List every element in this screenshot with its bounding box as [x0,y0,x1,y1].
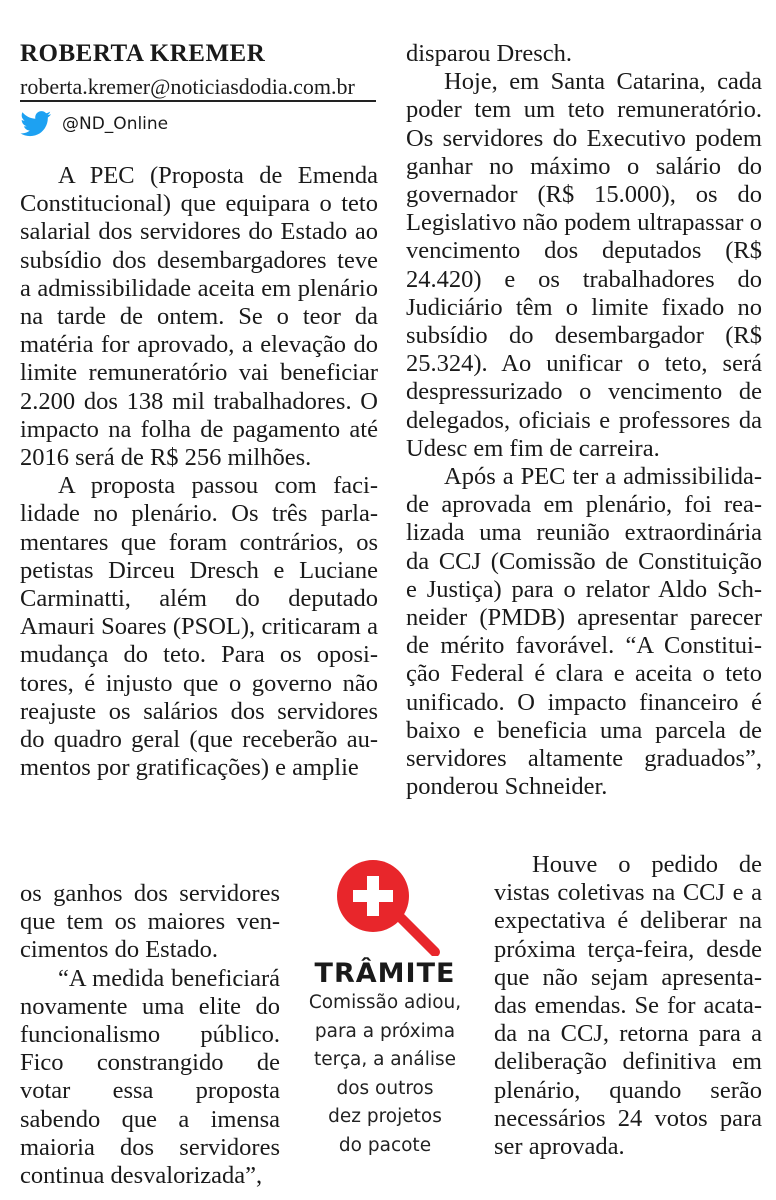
article-column-left-top [20,162,378,782]
author-email[interactable]: roberta.kremer@noticiasdodia.com.br [20,74,355,99]
box-line: para a próxima [314,1020,456,1042]
twitter-row [20,108,168,140]
magnifier-plus-icon [323,858,447,956]
twitter-bird-icon [20,111,52,137]
twitter-handle[interactable]: @ND_Online [62,114,169,134]
byline-rule [20,100,376,102]
paragraph: Hoje, em Santa Catarina, cada poder tem um teto remuneratório. Os servidores do Executivo podem ganhar no máximo o salário do governador (R$ 15.000), os do Legislativo não podem ultrapassar o vencimento dos deputados (R$ 24.420) e os trabalhadores do Judiciário têm o limite fixado no subsídio do desembargador (R$ 25.324). Ao unificar o teto, será despressurizado o vencimento de delegados, oficiais e professores da Udesc em fim de carreira. [406,68,762,462]
author-name: ROBERTA KREMER [20,40,266,67]
paragraph: os ganhos dos servidores que tem os maiores vencimentos do Estado. [20,880,280,964]
paragraph: “A medida beneficiará novamente uma elite do funcionalismo público. Fico constrangido de votar essa proposta sabendo que a imensa maioria dos servidores continua desvalorizada”, [20,964,280,1190]
box-line: terça, a análise [313,1049,457,1070]
paragraph: Após a PEC ter a admissibilidade aprovada em plenário, foi realizada uma reunião extraordinária da CCJ (Comissão de Constituição e Justiça) para o relator Aldo Schneider (PMDB) apresentar parecer de mérito favorável. “A Constituição Federal é clara e aceita o teto unificado. O impacto financeiro é baixo e beneficia uma parcela de servidores altamente graduados”, ponderou Schneider. [406,463,762,801]
box-line: do pacote [338,1134,432,1156]
tramite-box [296,858,474,1160]
paragraph: A PEC (Proposta de Emenda Constitucional) que equipara o teto salarial dos servidores do Estado ao subsídio dos desembargadores teve a admissibilidade aceita em plenário na tarde de ontem. Se o teor da matéria for aprovado, a elevação do limite remuneratório vai beneficiar 2.200 dos 138 mil trabalhadores. O impacto na folha de pagamento até 2016 será de R$ 256 milhões. [20,162,378,472]
box-line: dos outros [336,1077,434,1099]
paragraph: disparou Dresch. [406,40,573,67]
box-line: Comissão adiou, [308,992,462,1013]
box-title: TRÂMITE [314,958,456,989]
box-text [296,989,474,1160]
article-column-left-bottom [20,880,280,1190]
box-line: dez projetos [328,1106,442,1127]
paragraph: A proposta passou com facilidade no plenário. Os três parlamentares que foram contrários, os petistas Dirceu Dresch e Luciane Carminatti, além do deputado Amauri Soares (PSOL), criticaram a mudança do teto. Para os opositores, é injusto que o governo não reajuste os salários dos servidores do quadro geral (que receberão aumentos por gratificações) e amplie [20,472,378,782]
article-column-right-bottom [494,851,762,1161]
paragraph: Houve o pedido de vistas coletivas na CCJ e a expectativa é deliberar na próxima terça-feira, desde que não sejam apresentadas emendas. Se for acatada na CCJ, retorna para a deliberação definitiva em plenário, quando serão necessários 24 votos para ser aprovada. [494,851,762,1161]
article-column-right-top [406,40,762,801]
